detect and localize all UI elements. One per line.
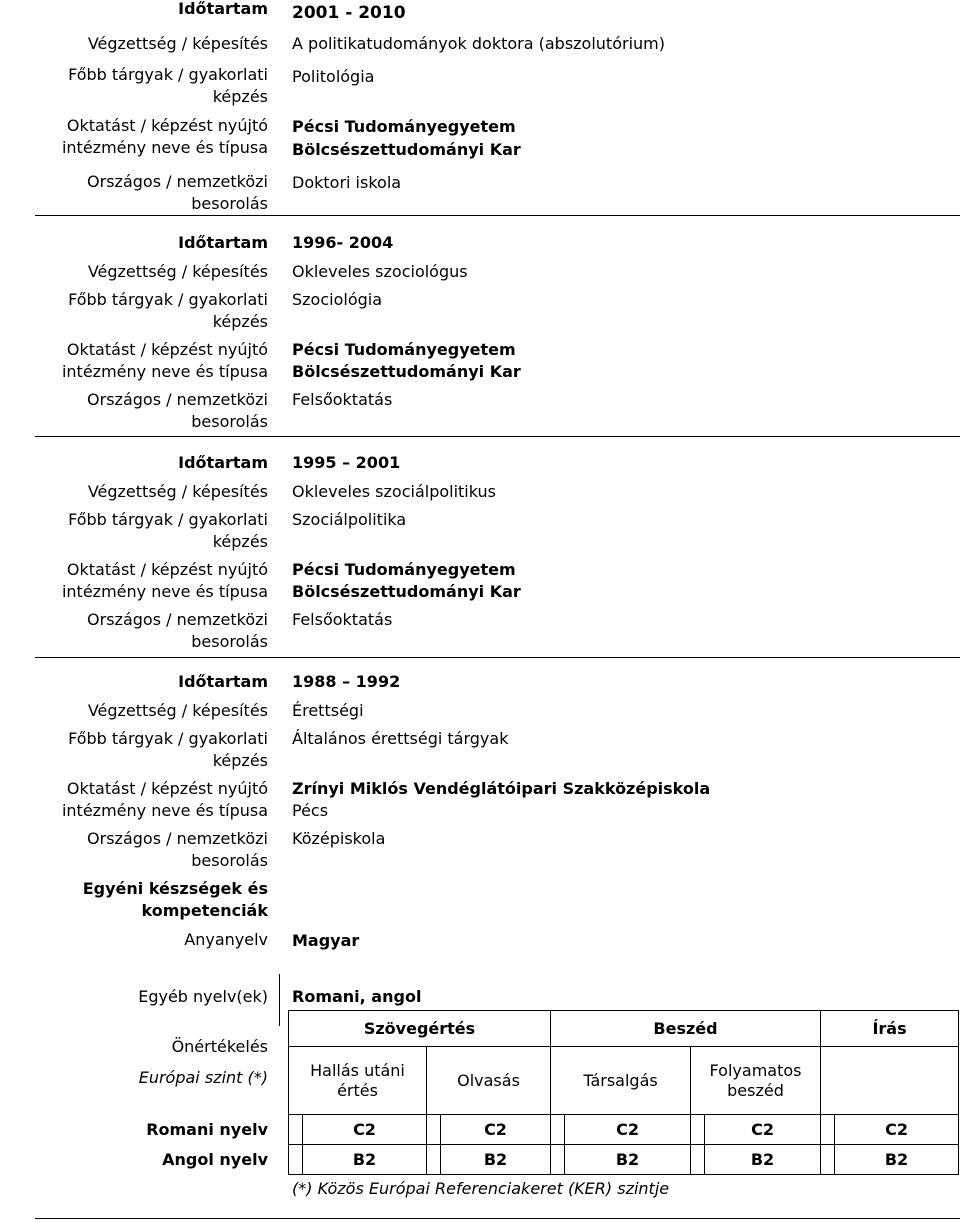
institution-label-line2: intézmény neve és típusa — [61, 362, 268, 381]
degree: Okleveles szociológus — [292, 262, 468, 281]
divider — [35, 215, 960, 216]
period: 1988 – 1992 — [292, 672, 401, 691]
european-level-label: Európai szint (*) — [138, 1068, 268, 1087]
level-spacer — [551, 1145, 565, 1175]
lang-row-label-angol: Angol nyelv — [162, 1150, 268, 1169]
classification-label-line1: Országos / nemzetközi — [87, 610, 268, 629]
classification-label-line1: Országos / nemzetközi — [87, 172, 268, 191]
lang-row-romani — [289, 1115, 959, 1145]
subjects-label-line2: képzés — [212, 751, 268, 770]
classification: Felsőoktatás — [292, 610, 393, 629]
subheader: Folyamatos beszéd — [691, 1047, 821, 1115]
subjects-label-line2: képzés — [212, 87, 268, 106]
divider — [35, 657, 960, 658]
duration-label: Időtartam — [178, 453, 268, 472]
divider — [279, 974, 280, 1026]
subjects: Szociálpolitika — [292, 510, 407, 529]
subjects-label-line2: képzés — [212, 312, 268, 331]
subjects-label-line1: Főbb tárgyak / gyakorlati — [68, 510, 268, 529]
institution-label-line2: intézmény neve és típusa — [61, 582, 268, 601]
institution-line1: Zrínyi Miklós Vendéglátóipari Szakközépiskola — [292, 779, 711, 798]
group-header: Beszéd — [551, 1011, 821, 1047]
institution-label-line2: intézmény neve és típusa — [61, 138, 268, 157]
level-cell: B2 — [705, 1145, 821, 1175]
subheader: Olvasás — [427, 1047, 551, 1115]
level-cell: C2 — [835, 1115, 959, 1145]
level-spacer — [289, 1115, 303, 1145]
skills-heading-line1: Egyéni készségek és — [82, 879, 268, 898]
divider — [35, 436, 960, 437]
institution-line2: Bölcsészettudományi Kar — [292, 140, 521, 159]
level-spacer — [691, 1115, 705, 1145]
classification-label-line2: besorolás — [191, 851, 268, 870]
duration-label: Időtartam — [178, 0, 268, 18]
lang-row-angol — [289, 1145, 959, 1175]
institution-line1: Pécsi Tudományegyetem — [292, 117, 516, 136]
subheader-empty — [821, 1047, 959, 1115]
degree-label: Végzettség / képesítés — [87, 262, 268, 281]
level-cell: C2 — [303, 1115, 427, 1145]
degree-label: Végzettség / képesítés — [87, 701, 268, 720]
institution-line1: Pécsi Tudományegyetem — [292, 560, 516, 579]
subjects-label-line1: Főbb tárgyak / gyakorlati — [68, 290, 268, 309]
subjects: Általános érettségi tárgyak — [292, 729, 509, 748]
degree: Érettségi — [292, 701, 364, 720]
period: 2001 - 2010 — [292, 3, 406, 23]
subjects: Szociológia — [292, 290, 383, 309]
level-cell: C2 — [565, 1115, 691, 1145]
classification-label-line1: Országos / nemzetközi — [87, 829, 268, 848]
level-cell: B2 — [303, 1145, 427, 1175]
group-header: Írás — [821, 1011, 959, 1047]
level-cell: B2 — [441, 1145, 551, 1175]
level-spacer — [289, 1145, 303, 1175]
period: 1996- 2004 — [292, 233, 394, 252]
level-cell: B2 — [565, 1145, 691, 1175]
subheader: Társalgás — [551, 1047, 691, 1115]
level-spacer — [821, 1115, 835, 1145]
subjects-label-line1: Főbb tárgyak / gyakorlati — [68, 729, 268, 748]
subjects-label-line2: képzés — [212, 532, 268, 551]
institution-line2: Pécs — [292, 801, 329, 820]
classification: Középiskola — [292, 829, 386, 848]
degree-label: Végzettség / képesítés — [87, 482, 268, 501]
level-cell: C2 — [441, 1115, 551, 1145]
level-spacer — [427, 1145, 441, 1175]
other-languages: Romani, angol — [292, 987, 422, 1006]
classification-label-line2: besorolás — [191, 194, 268, 213]
subjects: Politológia — [292, 67, 375, 86]
duration-label: Időtartam — [178, 672, 268, 691]
degree: A politikatudományok doktora (abszolutórium) — [292, 34, 665, 53]
self-assessment-label: Önértékelés — [171, 1037, 268, 1056]
divider — [35, 1218, 960, 1219]
institution-label-line1: Oktatást / képzést nyújtó — [66, 779, 268, 798]
skills-heading-line2: kompetenciák — [141, 901, 268, 920]
subjects-label-line1: Főbb tárgyak / gyakorlati — [68, 65, 268, 84]
institution-label-line1: Oktatást / képzést nyújtó — [66, 340, 268, 359]
lang-row-label-romani: Romani nyelv — [146, 1120, 268, 1139]
level-spacer — [821, 1145, 835, 1175]
classification-label-line2: besorolás — [191, 632, 268, 651]
group-header: Szövegértés — [289, 1011, 551, 1047]
institution-line2: Bölcsészettudományi Kar — [292, 582, 521, 601]
institution-line2: Bölcsészettudományi Kar — [292, 362, 521, 381]
institution-label-line1: Oktatást / képzést nyújtó — [66, 560, 268, 579]
degree: Okleveles szociálpolitikus — [292, 482, 496, 501]
classification: Doktori iskola — [292, 173, 402, 192]
classification: Felsőoktatás — [292, 390, 393, 409]
other-languages-label: Egyéb nyelv(ek) — [138, 987, 268, 1006]
subheader: Hallás utáni értés — [289, 1047, 427, 1115]
lang-table-subhead-row — [289, 1047, 959, 1115]
level-spacer — [427, 1115, 441, 1145]
lang-table-group-row — [289, 1011, 959, 1047]
footnote: (*) Közös Európai Referenciakeret (KER) szintje — [292, 1179, 670, 1198]
classification-label-line2: besorolás — [191, 412, 268, 431]
level-cell: C2 — [705, 1115, 821, 1145]
classification-label-line1: Országos / nemzetközi — [87, 390, 268, 409]
duration-label: Időtartam — [178, 233, 268, 252]
level-cell: B2 — [835, 1145, 959, 1175]
level-spacer — [551, 1115, 565, 1145]
institution-line1: Pécsi Tudományegyetem — [292, 340, 516, 359]
language-table — [288, 1010, 959, 1175]
mother-tongue: Magyar — [292, 931, 360, 950]
level-spacer — [691, 1145, 705, 1175]
institution-label-line2: intézmény neve és típusa — [61, 801, 268, 820]
institution-label-line1: Oktatást / képzést nyújtó — [66, 116, 268, 135]
mother-tongue-label: Anyanyelv — [184, 930, 268, 949]
period: 1995 – 2001 — [292, 453, 401, 472]
degree-label: Végzettség / képesítés — [87, 34, 268, 53]
